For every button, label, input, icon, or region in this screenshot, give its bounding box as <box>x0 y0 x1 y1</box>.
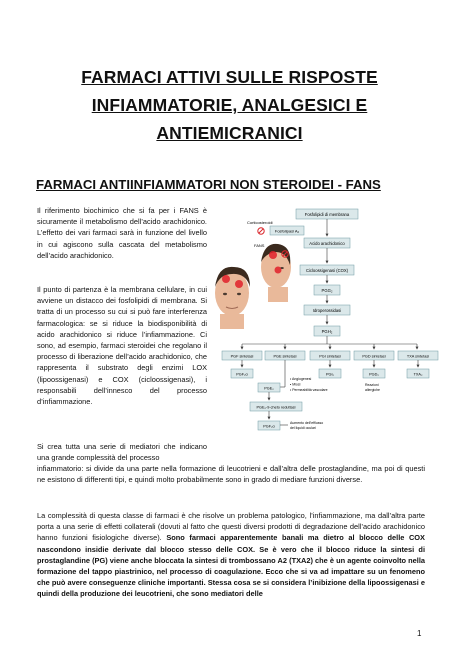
svg-text:Reazioni: Reazioni <box>365 383 379 387</box>
paragraph-3-continued: infiammatorio: si divide da una parte nella formazione di leucotrieni e dall’altra delle prostaglandine, ma poi di questi ne esistono di differenti tipi, e quindi molto probabilmente sono in grado di mediare funzioni diverse. <box>37 464 425 485</box>
svg-text:PGF sintetasi: PGF sintetasi <box>230 354 254 359</box>
svg-text:PGF₂α: PGF₂α <box>236 372 248 377</box>
svg-text:• Permeabilità vascolare: • Permeabilità vascolare <box>290 388 328 392</box>
svg-text:PGF₂α: PGF₂α <box>263 424 275 429</box>
label-corticosteroidi: Corticosteroidi <box>247 220 273 225</box>
node-pgd2 <box>363 369 385 378</box>
svg-text:PGD₂: PGD₂ <box>369 372 379 377</box>
pain-spot <box>275 267 282 274</box>
svg-text:• Miosi: • Miosi <box>290 382 301 387</box>
paragraph-4: La complessità di questa classe di farmaci è che risolve un problema patologico, l’infiammazione, ma dall’altra parte porta a una serie di effetti collaterali (dovuti al fatto che questi diversi prodotti di degradazione dell’acido arachidonico hanno funzioni fisiologiche diverse). Sono farmaci apparentemente banali ma dietro al blocco delle COX nascondono insidie derivate dal blocco stesso delle COX. Se è vero che il blocco riduce la sintesi di prostaglandine (PG) viene anche bloccata la sintesi di trombossano A2 (TXA2) che è un agente coinvolto nella formazione del tappo piastrinico, nel processo di coagulazione. Ecco che si va ad impattare su un fenomeno che può avere conseguenze cliniche importanti. Stessa cosa se si considera l’inibizione della lipoossigenasi e quindi della produzione dei leucotrieni, che sono mediatori delle <box>37 511 425 599</box>
page-number: 1 <box>417 629 422 638</box>
svg-text:PGI₂: PGI₂ <box>325 372 335 377</box>
head-front-illustration <box>215 267 250 329</box>
pain-spot <box>269 251 277 259</box>
pain-spot <box>235 280 243 288</box>
section-heading: FARMACI ANTIINFIAMMATORI NON STEROIDEI - FANS <box>36 177 381 192</box>
node-pgf2a-bottom <box>258 421 280 430</box>
node-pgh2 <box>314 326 340 336</box>
cascade-diagram <box>210 207 445 447</box>
title-line-3: ANTIEMICRANICI <box>156 123 303 143</box>
node-pgg2 <box>314 285 340 295</box>
svg-text:PGH₂: PGH₂ <box>321 329 333 334</box>
node-pgi2 <box>319 369 341 378</box>
paragraph-3: Si crea tutta una serie di mediatori che indicano una grande complessità del processo <box>37 442 207 463</box>
svg-text:Cicloossigenasi (COX): Cicloossigenasi (COX) <box>305 268 349 273</box>
node-cox <box>300 265 354 275</box>
svg-text:Fosfolipidi di membrana: Fosfolipidi di membrana <box>304 212 350 217</box>
paragraph-1: Il riferimento biochimico che si fa per i FANS è sicuramente il metabolismo dell’acido arachidonico. L’effetto dei vari farmaci sarà in funzione del livello in cui agiscono sulla cascata del metabolismo dell’acido arachidonico. <box>37 206 207 260</box>
node-txa2 <box>407 369 429 378</box>
node-fosfolipidi <box>296 209 358 219</box>
node-pgi-sintetasi <box>310 351 350 360</box>
svg-text:Fosfolipasi A₂: Fosfolipasi A₂ <box>274 228 300 234</box>
node-pgf2a <box>231 369 253 378</box>
node-pge2-9cheto <box>250 402 302 411</box>
svg-text:Aumento dell’efflusso: Aumento dell’efflusso <box>290 421 324 425</box>
svg-text:PGG₂: PGG₂ <box>321 288 333 293</box>
svg-text:• Angiogenesi: • Angiogenesi <box>290 377 312 381</box>
label-fans: FANS <box>254 243 265 248</box>
svg-text:TXA₂: TXA₂ <box>413 372 423 377</box>
svg-text:PGE sintetasi: PGE sintetasi <box>273 354 297 359</box>
page-title <box>40 63 419 147</box>
node-pge2 <box>258 383 280 392</box>
node-pgf-sintetasi <box>222 351 262 360</box>
title-line-2: INFIAMMATORIE, ANALGESICI E <box>91 95 368 115</box>
svg-text:PGE₂-9-cheto reduttasi: PGE₂-9-cheto reduttasi <box>256 405 296 410</box>
node-pgd-sintetasi <box>354 351 394 360</box>
node-pge-sintetasi <box>265 351 305 360</box>
node-txa-sintetasi <box>398 351 438 360</box>
svg-text:PGI sintetasi: PGI sintetasi <box>319 354 341 359</box>
svg-text:PGE₂: PGE₂ <box>264 386 274 391</box>
arachidonic-acid-figure <box>210 207 445 447</box>
pain-spot <box>222 275 230 283</box>
svg-text:PGD sintetasi: PGD sintetasi <box>362 354 386 359</box>
svg-text:del liquidi oculari: del liquidi oculari <box>290 426 316 430</box>
node-fosfolipasi <box>270 226 304 235</box>
svg-text:allergiche: allergiche <box>365 388 380 392</box>
node-acido-arachidonico <box>304 238 350 248</box>
svg-text:Acido arachidonico: Acido arachidonico <box>309 241 345 246</box>
paragraph-2: Il punto di partenza è la membrana cellulare, in cui avviene un distacco dei fosfolipidi di membrana. Si tratta di un processo su cui si può fare interferenza farmacologica: se si riduce la biodisponibilità di acido arachidonico si riduce l’infiammazione. Ci sono, ad esempio, farmaci steroidei che regolano il processo di liberazione dell’acido arachidonico, che rappresenta il substrato degli enzimi LOX (lipoossigenasi) e COX (cicloossigenasi), i responsabili dell’innesco del processo d’infiammazione. <box>37 285 207 407</box>
node-perossidasi <box>304 305 350 315</box>
title-line-1: FARMACI ATTIVI SULLE RISPOSTE <box>81 67 378 87</box>
svg-text:TXA sintetasi: TXA sintetasi <box>406 354 430 359</box>
svg-text:Idroperossidasi: Idroperossidasi <box>312 308 342 313</box>
